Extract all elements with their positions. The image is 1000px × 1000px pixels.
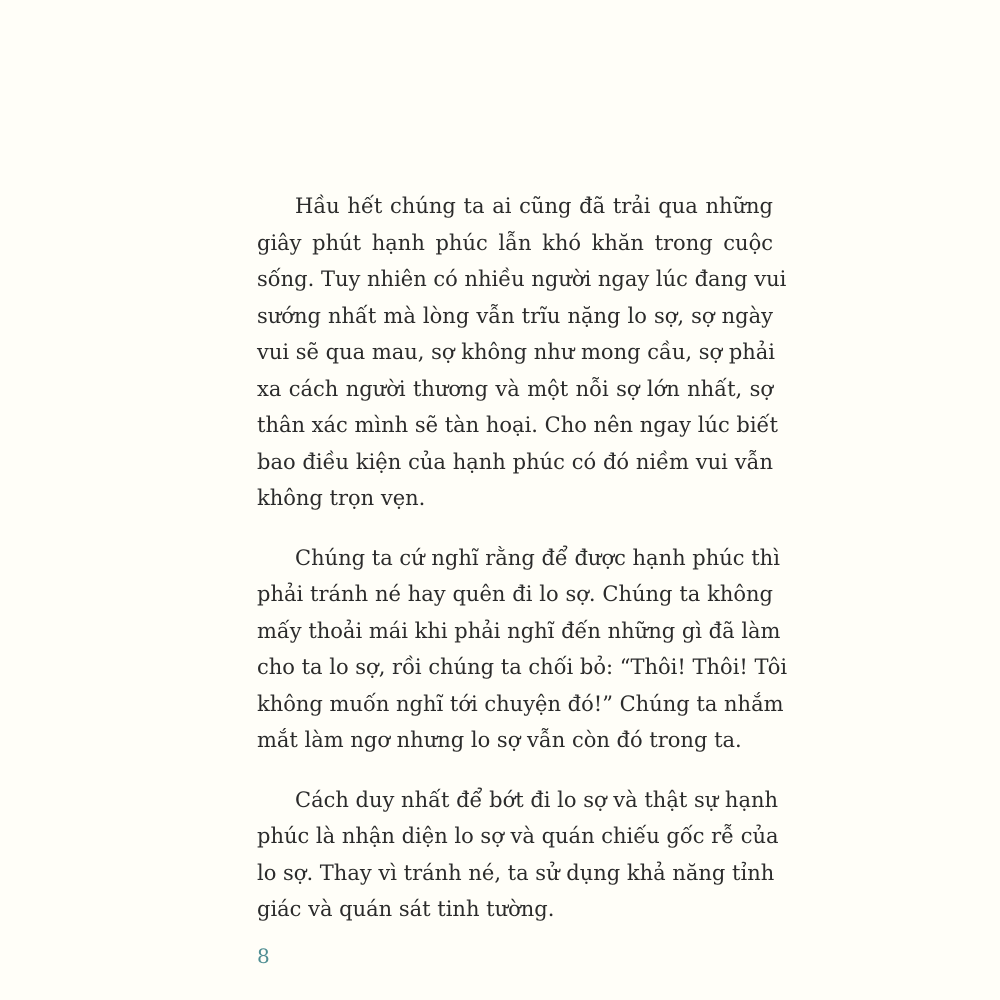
body-text: [257, 188, 788, 928]
text-line: mắt làm ngơ nhưng lo sợ vẫn còn đó trong ta.: [257, 728, 742, 752]
text-line: Cách duy nhất để bớt đi lo sợ và thật sự hạnh: [295, 787, 779, 812]
text-line: Hầu hết chúng ta ai cũng đã trải qua những: [295, 194, 773, 218]
paragraph: [257, 188, 787, 517]
text-line: vui sẽ qua mau, sợ không như mong cầu, sợ phải: [257, 340, 776, 364]
text-line: bao điều kiện của hạnh phúc có đó niềm vui vẫn: [257, 449, 773, 474]
paragraph-gap: [257, 517, 773, 540]
text-line: phải tránh né hay quên đi lo sợ. Chúng ta không: [257, 582, 773, 606]
text-line: sướng nhất mà lòng vẫn trĩu nặng lo sợ, sợ ngày: [257, 303, 773, 328]
paragraph: [257, 782, 779, 928]
text-line: giây phút hạnh phúc lẫn khó khăn trong cuộc: [257, 230, 773, 255]
text-line: thân xác mình sẽ tàn hoại. Cho nên ngay lúc biết: [257, 413, 778, 437]
text-line: Chúng ta cứ nghĩ rằng để được hạnh phúc thì: [295, 545, 780, 570]
page-number: 8: [257, 944, 270, 968]
text-line: mấy thoải mái khi phải nghĩ đến những gì đã làm: [257, 618, 781, 643]
paragraph: [257, 540, 788, 759]
text-line: sống. Tuy nhiên có nhiều người ngay lúc đang vui: [257, 267, 787, 291]
text-line: xa cách người thương và một nỗi sợ lớn nhất, sợ: [257, 376, 773, 401]
paragraph-gap: [257, 759, 773, 782]
text-line: không muốn nghĩ tới chuyện đó!” Chúng ta nhắm: [257, 691, 784, 716]
text-line: không trọn vẹn.: [257, 486, 426, 510]
text-line: lo sợ. Thay vì tránh né, ta sử dụng khả năng tỉnh: [257, 860, 775, 885]
text-line: giác và quán sát tinh tường.: [257, 897, 555, 921]
text-line: phúc là nhận diện lo sợ và quán chiếu gốc rễ của: [257, 824, 779, 848]
text-line: cho ta lo sợ, rồi chúng ta chối bỏ: “Thôi! Thôi! Tôi: [257, 655, 788, 679]
